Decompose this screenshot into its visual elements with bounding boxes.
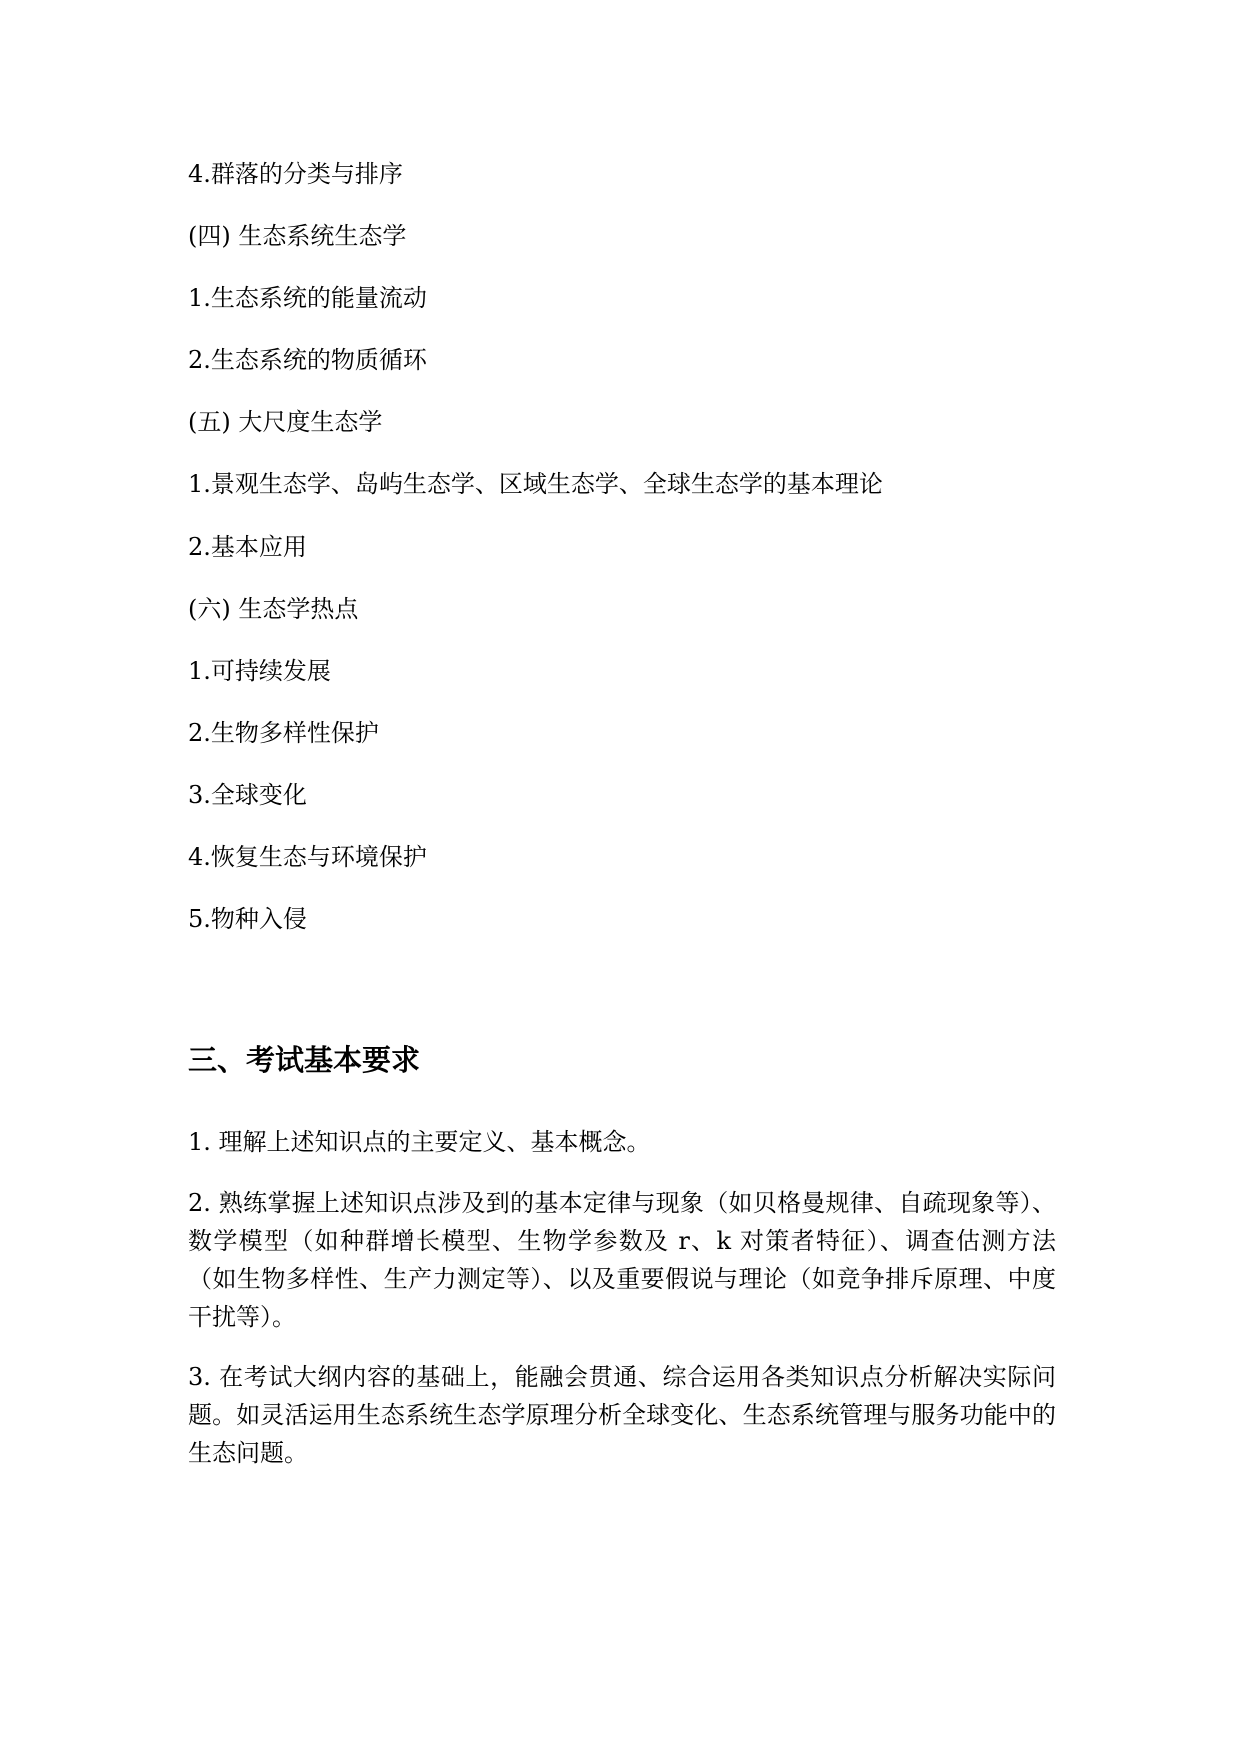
outline-item-community-classification: 4.群落的分类与排序 (188, 160, 403, 188)
outline-item-energy-flow: 1.生态系统的能量流动 (188, 284, 427, 312)
outline-item-sustainable-development: 1.可持续发展 (188, 657, 331, 685)
requirement-paragraph-1: 1. 理解上述知识点的主要定义、基本概念。 (188, 1128, 651, 1156)
outline-item-basic-theories: 1.景观生态学、岛屿生态学、区域生态学、全球生态学的基本理论 (188, 470, 883, 498)
outline-item-basic-application: 2.基本应用 (188, 533, 307, 561)
outline-heading-large-scale-ecology: (五) 大尺度生态学 (188, 408, 383, 436)
outline-item-global-change: 3.全球变化 (188, 781, 307, 809)
outline-heading-ecology-hotspots: (六) 生态学热点 (188, 595, 359, 623)
outline-item-species-invasion: 5.物种入侵 (188, 905, 307, 933)
outline-item-material-cycle: 2.生态系统的物质循环 (188, 346, 427, 374)
requirement-paragraph-2: 2. 熟练掌握上述知识点涉及到的基本定律与现象（如贝格曼规律、自疏现象等）、数学模型（如种群增长模型、生物学参数及 r、k 对策者特征）、调查估测方法（如生物多样性、生产力测定等）、以及重要假说与理论（如竞争排斥原理、中度干扰等）。 (188, 1189, 1056, 1331)
section-heading-exam-requirements: 三、考试基本要求 (188, 1043, 421, 1077)
outline-heading-ecosystem-ecology: (四) 生态系统生态学 (188, 222, 407, 250)
requirement-paragraph-3: 3. 在考试大纲内容的基础上，能融会贯通、综合运用各类知识点分析解决实际问题。如灵活运用生态系统生态学原理分析全球变化、生态系统管理与服务功能中的生态问题。 (188, 1363, 1056, 1467)
outline-item-restoration-ecology: 4.恢复生态与环境保护 (188, 843, 427, 871)
outline-item-biodiversity-protection: 2.生物多样性保护 (188, 719, 379, 747)
